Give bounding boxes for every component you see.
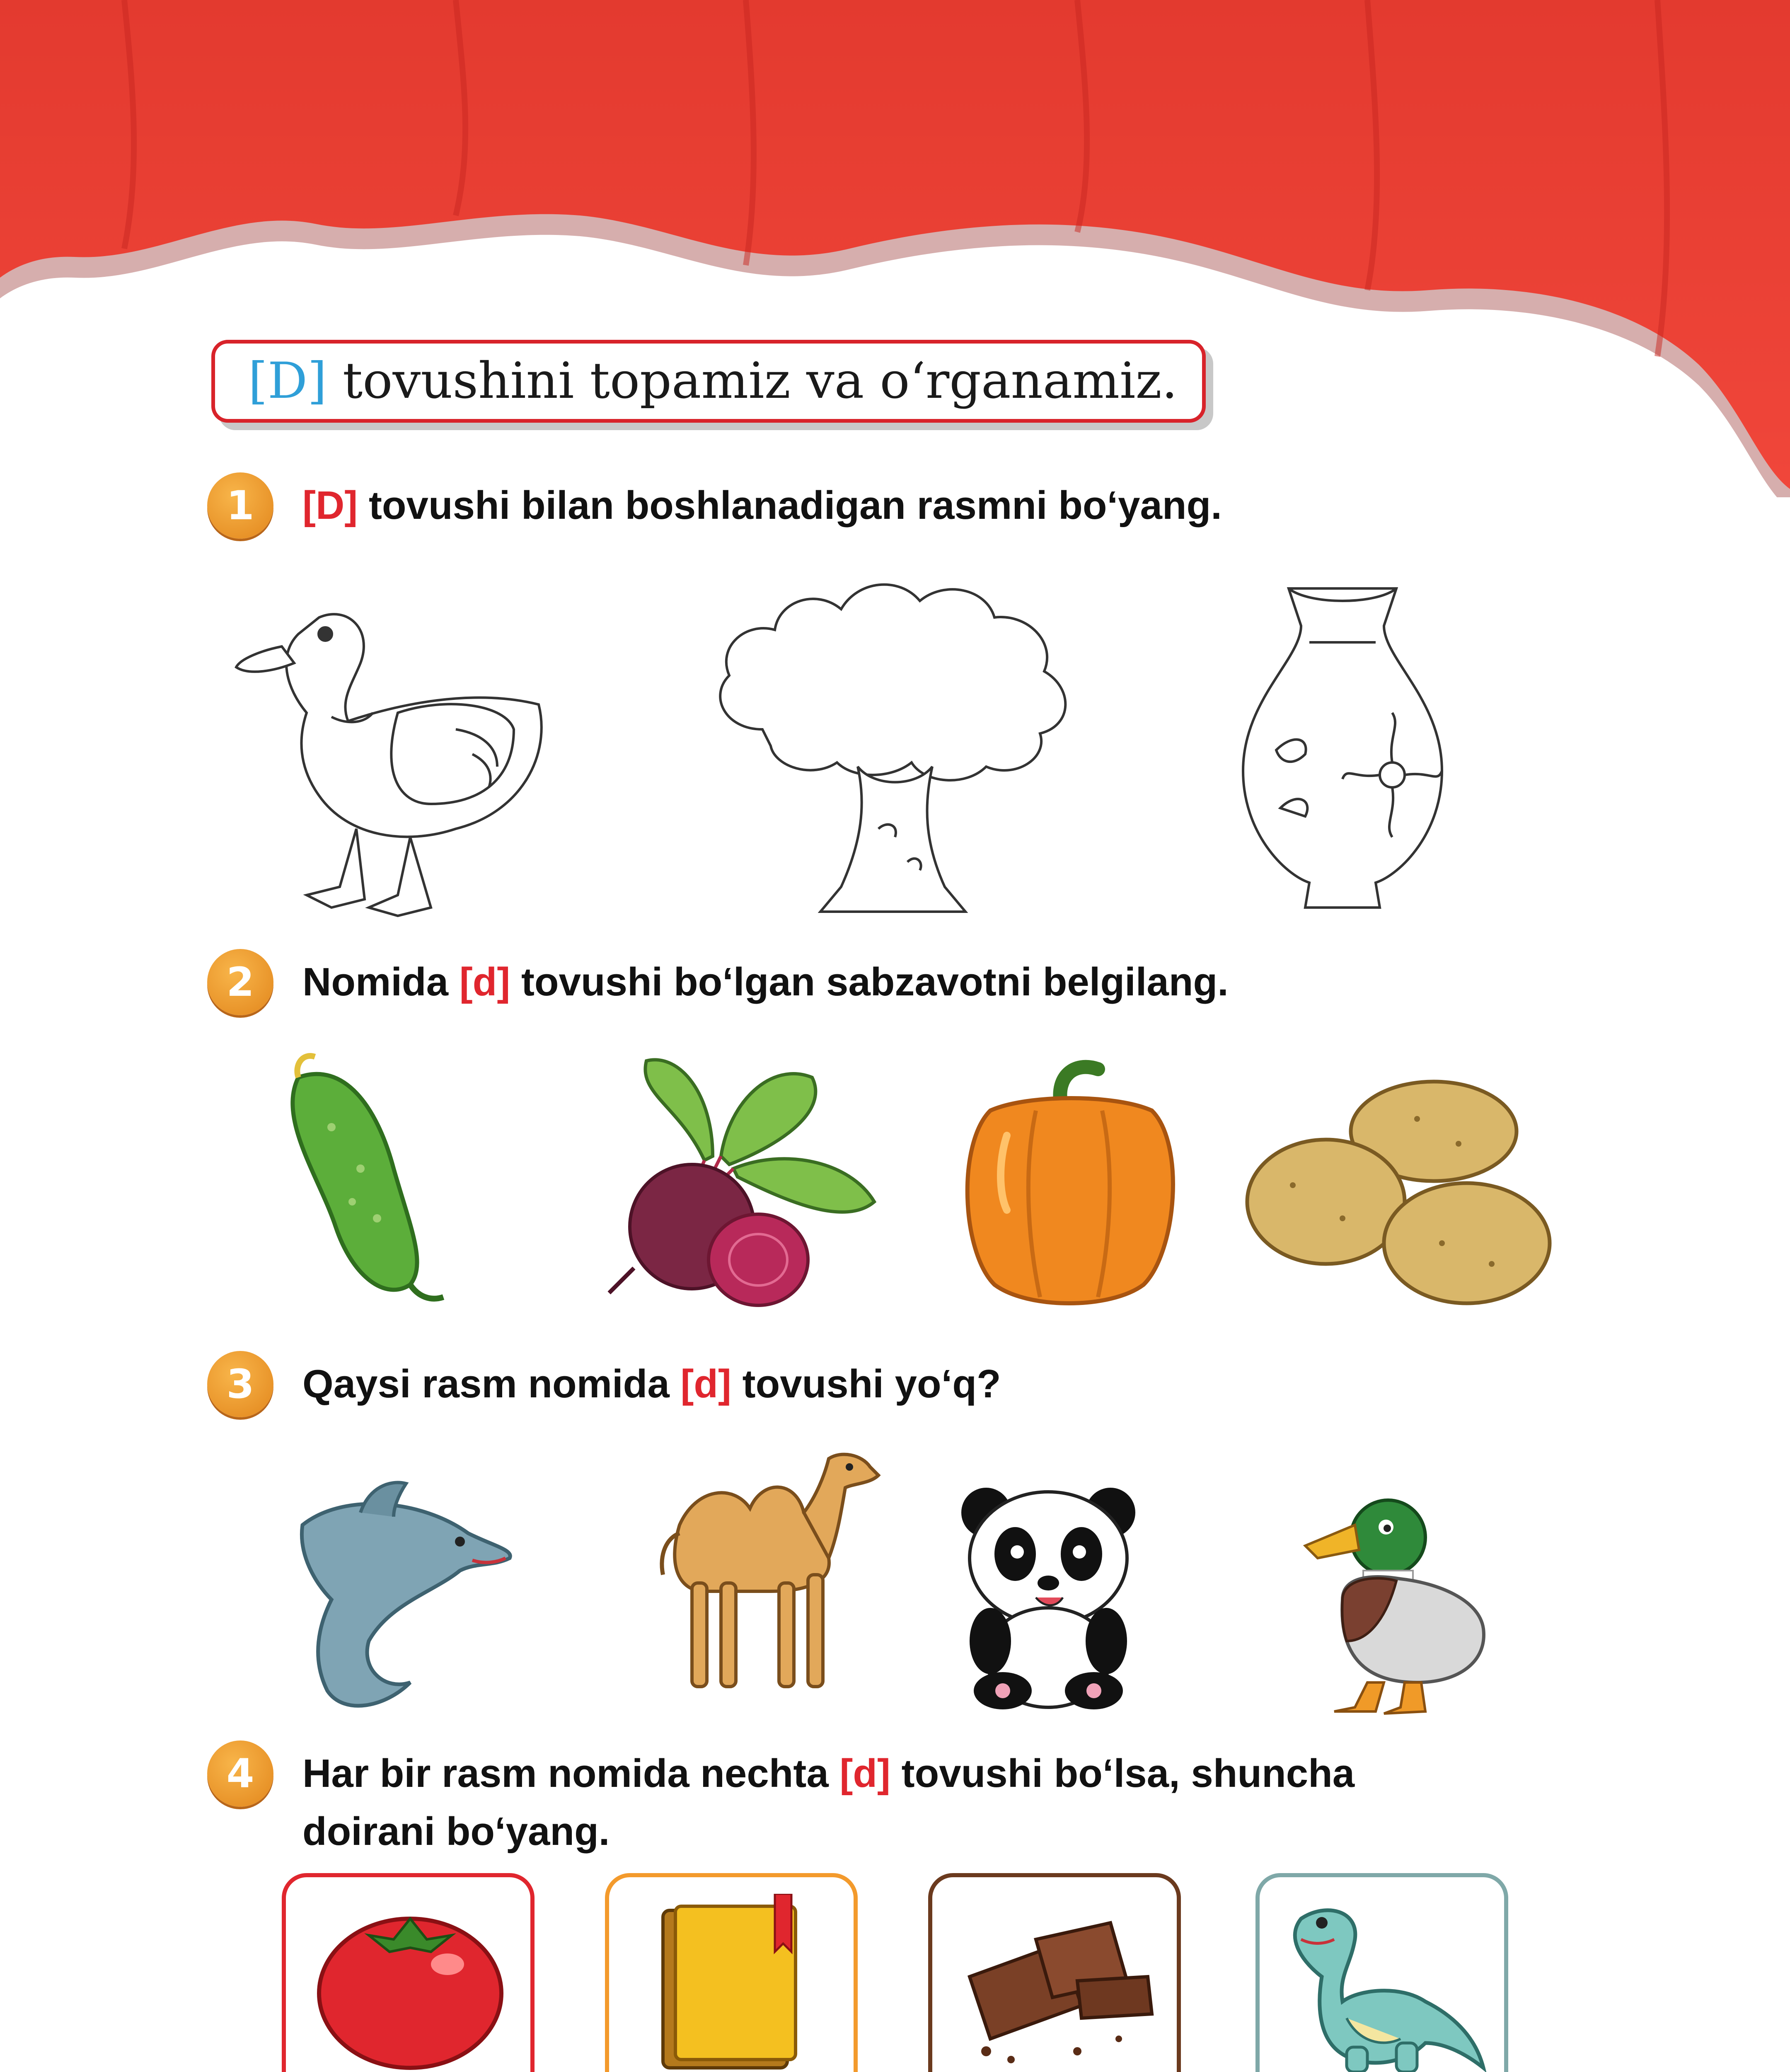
task-4-sound: [d] bbox=[839, 1751, 890, 1796]
dinosaur-image bbox=[1276, 1894, 1492, 2072]
task-2-instruction bbox=[302, 953, 1229, 1011]
notebook-image bbox=[655, 1894, 812, 2072]
camel-image[interactable] bbox=[646, 1442, 895, 1707]
tomato-card bbox=[282, 1873, 535, 2072]
dinosaur-card bbox=[1255, 1873, 1508, 2072]
task-4-text-before: Har bir rasm nomida nechta bbox=[302, 1751, 840, 1796]
task-1-instruction bbox=[302, 477, 1222, 535]
mallard-duck-image[interactable] bbox=[1293, 1492, 1492, 1716]
task-1-sound: [D] bbox=[302, 483, 358, 528]
chocolate-image bbox=[953, 1915, 1160, 2072]
task-3-instruction bbox=[302, 1355, 1001, 1413]
duck-outline-image[interactable] bbox=[224, 580, 555, 920]
task-4-text-after: tovushi bo‘lsa, shuncha bbox=[890, 1751, 1355, 1796]
task-3-text-after: tovushi yo‘q? bbox=[731, 1362, 1001, 1406]
task-number-badge: 1 bbox=[207, 472, 273, 539]
chocolate-card bbox=[928, 1873, 1181, 2072]
title-text: tovushini topamiz va o‘rganamiz. bbox=[327, 352, 1178, 410]
task-3-text-before: Qaysi rasm nomida bbox=[302, 1362, 681, 1406]
tree-outline-image[interactable] bbox=[700, 572, 1090, 920]
beetroot-image[interactable] bbox=[597, 1044, 887, 1310]
bell-pepper-image[interactable] bbox=[953, 1053, 1189, 1314]
title-sound: [D] bbox=[248, 352, 327, 410]
panda-image[interactable] bbox=[949, 1484, 1148, 1711]
task-number-badge: 3 bbox=[207, 1351, 273, 1417]
task-2-sound: [d] bbox=[459, 960, 510, 1004]
lesson-title bbox=[248, 344, 1178, 419]
lesson-title-box bbox=[211, 340, 1206, 423]
vase-outline-image[interactable] bbox=[1226, 576, 1459, 920]
task-4-instruction bbox=[302, 1745, 1355, 1803]
tomato-image bbox=[311, 1894, 510, 2072]
potatoes-image[interactable] bbox=[1243, 1069, 1558, 1310]
dolphin-image[interactable] bbox=[286, 1475, 518, 1720]
task-2-text-after: tovushi bo‘lgan sabzavotni belgilang. bbox=[510, 960, 1229, 1004]
task-1-text: tovushi bilan boshlanadigan rasmni bo‘yang. bbox=[358, 483, 1222, 528]
task-2-text-before: Nomida bbox=[302, 960, 460, 1004]
notebook-card bbox=[605, 1873, 858, 2072]
task-3-sound: [d] bbox=[680, 1362, 731, 1406]
task-number-badge: 2 bbox=[207, 949, 273, 1015]
cucumber-image[interactable] bbox=[269, 1044, 477, 1310]
task-number-badge: 4 bbox=[207, 1740, 273, 1807]
task-4-instruction-line2: doirani bo‘yang. bbox=[302, 1809, 610, 1854]
red-curtain-decoration bbox=[0, 0, 1790, 497]
